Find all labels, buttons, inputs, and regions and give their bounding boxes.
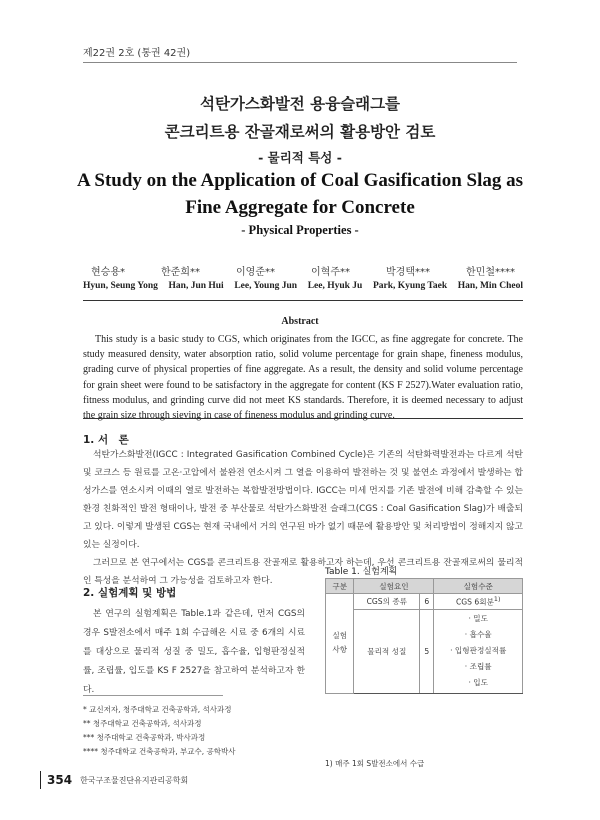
- table-cell-group: 실험 사항: [326, 594, 354, 694]
- footnote-item: *** 청주대학교 건축공학과, 박사과정: [83, 733, 206, 742]
- author-kr-3: 이영준**: [236, 267, 275, 278]
- table-cell-level: [434, 594, 523, 610]
- author-kr-1: 현승용*: [91, 267, 125, 278]
- author-kr-5: 박경택***: [386, 267, 430, 278]
- table-item: · 입형판정실적률: [450, 646, 507, 656]
- author-kr-6: 한민철****: [466, 267, 515, 278]
- table-header-level: 실험수준: [434, 579, 523, 594]
- author-en-3: Lee, Young Jun: [234, 281, 298, 291]
- abstract-heading: Abstract: [281, 316, 319, 327]
- section2-paragraph1: 본 연구의 실험계획은 Table.1과 같은데, 먼저 CGS의 경우 S발전소에서 매주 1회 수급해온 시료 중 6개의 시료를 대상으로 물리적 성질 중 밀도, 흡수율, 입형판정실적률, 조립률, 입도를 KS F 2527을 참고하여 분석하고자 한다.: [83, 609, 305, 695]
- table-item: · 조립률: [464, 662, 492, 672]
- author-en-1: Hyun, Seung Yong: [83, 281, 158, 291]
- authors-korean: [83, 263, 523, 278]
- author-divider: [83, 300, 523, 301]
- section1-paragraph2: 그러므로 본 연구에서는 CGS를 콘크리트용 잔골재로 활용하고자 하는데, 우선 콘크리트용 잔골재로써의 물리적인 특성을 분석하여 그 가능성을 검토하고자 한다.: [83, 558, 523, 586]
- footnote-item: **** 청주대학교 건축공학과, 부교수, 공학박사: [83, 747, 236, 756]
- abstract-text: This study is a basic study to CGS, which originates from the IGCC, as fine aggregate for concrete. The study measured density, water absorption ratio, solid volume percentage for grain shape, fineness modulus, grading curve of physical properties of fine aggregate. As a result, the density and solid volume percentage for grain sheet were found to be satisfactory in the aggregate for content (KS F 2527).Water evaluation ratio, fitness modulus, and grinding curve did not meet KS standards. Therefore, it is deemed necessary to adjust the grain size through sieving in case of fineness modulus and grinding curve.: [83, 334, 523, 422]
- author-en-2: Han, Jun Hui: [168, 281, 224, 291]
- author-kr-2: 한준희**: [161, 267, 200, 278]
- journal-name: 한국구조물진단유지관리공학회: [80, 775, 189, 785]
- footnote-item: ** 청주대학교 건축공학과, 석사과정: [83, 719, 202, 728]
- author-kr-4: 이혁주**: [311, 267, 350, 278]
- table-row: [326, 594, 523, 610]
- table1-note: 1) 매주 1회 S발전소에서 수급: [325, 759, 425, 768]
- section2-heading: 2. 실험계획 및 방법: [83, 587, 177, 599]
- section1-paragraph1: 석탄가스화발전(IGCC : Integrated Gasification Combined Cycle)은 기존의 석탄화력발전과는 다르게 석탄 및 코크스 등 원료를 고온·고압에서 불완전 연소시켜 그 열을 이용하여 발전하는 것 및 불연소 과정에서 발생하는 합성가스를 연소시켜 이때의 열로 발전하는 복합발전방법이다. IGCC는 미세 먼지를 기존 발전에 비해 감축할 수 있는 환경 친화적인 발전 형태이나, 발전 중 부산물로 석탄가스화발전 슬래그(CGS : Coal Gasification Slag)가 배출되고 있다. 이렇게 발생된 CGS는 현재 국내에서 거의 연구된 바가 없기 때문에 활용방안 및 처리방법이 정해지지 않고 있는 실정이다.: [83, 450, 523, 550]
- table1-caption: Table 1. 실험계획: [325, 567, 398, 577]
- table-item: · 밀도: [468, 614, 488, 624]
- table1: [325, 578, 523, 694]
- table-item: · 입도: [468, 678, 488, 688]
- table-cell-count: 5: [420, 609, 434, 693]
- korean-title-line2: 콘크리트용 잔골재로써의 활용방안 검토: [164, 123, 436, 141]
- korean-title-line1: 석탄가스화발전 용융슬래그를: [199, 95, 401, 113]
- english-title-line1: A Study on the Application of Coal Gasification Slag as: [76, 170, 524, 191]
- section1-body: [83, 446, 523, 590]
- table-header-category: 구분: [326, 579, 354, 594]
- table-row: [326, 609, 523, 693]
- authors-english: [83, 281, 523, 291]
- table-item: · 흡수율: [464, 630, 492, 640]
- english-title-line2: Fine Aggregate for Concrete: [185, 197, 415, 218]
- table-cell-factor: 물리적 성질: [354, 609, 420, 693]
- author-en-6: Han, Min Cheol: [457, 281, 523, 291]
- author-en-4: Lee, Hyuk Ju: [307, 281, 363, 291]
- issue-label: 제22권 2호 (통권 42권): [83, 48, 191, 59]
- footer-bar: [40, 771, 41, 789]
- footnotes: [83, 703, 235, 759]
- english-subtitle: - Physical Properties -: [241, 223, 359, 237]
- header-rule: [83, 62, 517, 63]
- footnote-divider: [83, 695, 223, 696]
- section1-heading: 1. 서 론: [83, 434, 129, 446]
- korean-subtitle: - 물리적 특성 -: [258, 150, 342, 165]
- table-header-factor: 실험요인: [354, 579, 434, 594]
- table-level-footnote-mark: 1): [493, 595, 501, 603]
- table-cell-items: [434, 609, 523, 693]
- table-cell-count: 6: [420, 594, 434, 610]
- table-level-text: CGS 6회분: [455, 597, 494, 607]
- page-number: 354: [47, 773, 73, 787]
- abstract-divider: [83, 418, 523, 419]
- page-footer: [40, 771, 188, 789]
- table-cell-factor: CGS의 종류: [354, 594, 420, 610]
- footnote-item: * 교신저자, 청주대학교 건축공학과, 석사과정: [83, 705, 232, 714]
- author-en-5: Park, Kyung Taek: [372, 281, 448, 291]
